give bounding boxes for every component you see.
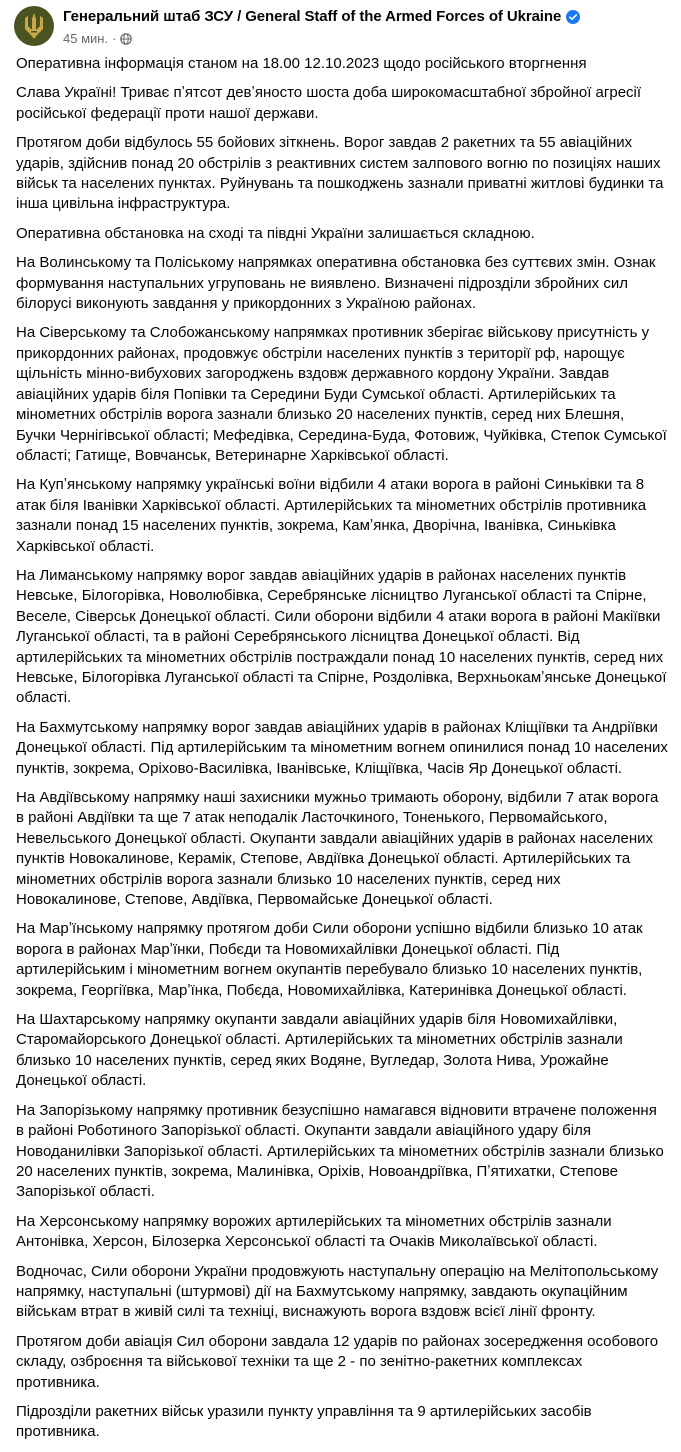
- post-paragraph: Протягом доби авіація Сил оборони завдала 12 ударів по районах зосередження особового складу, озброєння та військової техніки та ще 2 - по зенітно-ракетних комплексах противника.: [16, 1332, 659, 1391]
- meta-separator: ·: [112, 31, 117, 46]
- post-paragraph: На Марʼїнському напрямку протягом доби Сили оборони успішно відбили близько 10 атак ворога в районах Марʼїнки, Побєди та Новомихайлівки Донецької області. Під артилерійським і мінометним вогнем окупантів перебувало близько 10 населених пунктів, зокрема, Георгіївка, Марʼїнка, Побєда, Новомихайлівка, Катеринівка Донецької області.: [16, 920, 643, 999]
- post-paragraph: На Херсонському напрямку ворожих артилерійських та мінометних обстрілів зазнали Антонівка, Херсон, Білозерка Херсонської області та Очаків Миколаївської області.: [16, 1212, 612, 1251]
- post-paragraph: На Шахтарському напрямку окупанти завдали авіаційних ударів біля Новомихайлівки, Старомайорського Донецької області. Артилерійських та мінометних обстрілів зазнали близько 10 населених пунктів, серед яких Водяне, Вугледар, Золота Нива, Урожайне Донецької області.: [16, 1011, 623, 1090]
- page-avatar[interactable]: [14, 6, 54, 46]
- post-paragraph: Оперативна обстановка на сході та півдні України залишається складною.: [16, 224, 535, 242]
- post-paragraph: Підрозділи ракетних військ уразили пункту управління та 9 артилерійських засобів противника.: [16, 1402, 592, 1441]
- trident-emblem-icon: [22, 12, 46, 40]
- post-paragraph: На Запорізькому напрямку противник безуспішно намагався відновити втрачене положення в районі Роботиного Запорізької області. Окупанти завдали авіаційного удару біля Новоданилівки Запорізької області. Артилерійських та мінометних обстрілів зазнали близько 20 населених пунктів, зокрема, Малинівка, Оріхів, Новоандріївка, Пʼятихатки, Степове Запорізької області.: [16, 1101, 664, 1201]
- post-paragraph: Оперативна інформація станом на 18.00 12.10.2023 щодо російського вторгнення: [16, 55, 587, 72]
- verified-badge-icon: [566, 10, 580, 24]
- post-paragraph: На Волинському та Поліському напрямках оперативна обстановка без суттєвих змін. Ознак формування наступальних угруповань не виявлено. Визначені підрозділи збройних сил білорусі виконують завдання у прикордонних з Україною районах.: [16, 254, 656, 313]
- post-paragraph: На Сіверському та Слобожанському напрямках противник зберігає військову присутність у прикордонних районах, продовжує обстріли населених пунктів з території рф, нарощує щільність мінно-вибухових загороджень вздовж державного кордону України. Завдав авіаційних ударів біля Попівки та Середини Буди Сумської області. Артилерійських та мінометних обстрілів ворога зазнали близько 20 населених пунктів, серед них Блешня, Бучки Чернігівської області; Мефедівка, Середина-Буда, Фотовиж, Чуйківка, Степок Сумської області; Гатище, Вовчанськ, Ветеринарне Харківської області.: [16, 324, 667, 464]
- post-paragraph: На Лиманському напрямку ворог завдав авіаційних ударів в районах населених пунктів Невське, Білогорівка, Новолюбівка, Серебрянське лісництво Луганської області та Спірне, Веселе, Сіверськ Донецької області. Сили оборони відбили 4 атаки ворога в районі Макіївки Луганської області, та в районі Серебрянського лісництва Донецької області. Від артилерійських та мінометних обстрілів постраждали понад 10 населених пунктів, серед них Невське, Білогорівка Луганської області та Спірне, Роздолівка, Верхньокамʼянське Донецької області.: [16, 566, 667, 707]
- post-paragraph: На Купʼянському напрямку українські воїни відбили 4 атаки ворога в районі Синьківки та 8 атак біля Іванівки Харківської області. Артилерійських та мінометних обстрілів противника зазнали понад 15 населених пунктів, зокрема, Камʼянка, Дворічна, Іванівка, Синьківка Харківської області.: [16, 476, 647, 555]
- post-paragraph: Водночас, Сили оборони України продовжують наступальну операцію на Мелітопольському напрямку, наступальні (штурмові) дії на Бахмутському напрямку, завдають окупаційним військам втрат в живій силі та техніці, виснажують ворога вздовж всієї лінії фронту.: [16, 1262, 659, 1321]
- globe-icon[interactable]: [120, 33, 132, 45]
- post-paragraph: На Авдіївському напрямку наші захисники мужньо тримають оборону, відбили 7 атак ворога в районі Авдіївки та ще 7 атак неподалік Ласточкиного, Тоненького, Первомайського, Невельського Донецької області. Окупанти завдали авіаційних ударів в районах населених пунктів Новокалинове, Керамік, Степове, Авдіївка Донецької області. Артилерійських та мінометних обстрілів ворога зазнали близько 10 населених пунктів, серед них Новокалинове, Степове, Авдіївка, Первомайське Донецької області.: [16, 789, 659, 909]
- post-paragraph: Слава Україні! Триває пʼятсот девʼяносто шоста доба широкомасштабної збройної агресії російської федерації проти нашої держави.: [16, 84, 642, 122]
- post-header: [14, 6, 580, 48]
- post-body: [16, 54, 668, 1452]
- page-name-link[interactable]: Генеральний штаб ЗСУ / General Staff of the Armed Forces of Ukraine: [63, 8, 562, 25]
- post-paragraph: Протягом доби відбулось 55 бойових зіткнень. Ворог завдав 2 ракетних та 55 авіаційних ударів, здійснив понад 20 обстрілів з реактивних систем залпового вогню по позиціях наших військ та населених пунктах. Руйнувань та пошкоджень зазнали приватні житлові будинки та інша цивільна інфраструктура.: [16, 134, 664, 213]
- post-paragraph: На Бахмутському напрямку ворог завдав авіаційних ударів в районах Кліщіївки та Андріївки Донецької області. Під артилерійським та мінометним вогнем опинилися понад 10 населених пунктів, зокрема, Оріхово-Василівка, Іванівське, Кліщіївка, Часів Яр Донецької області.: [16, 718, 668, 777]
- post-timestamp-link[interactable]: 45 мин.: [63, 31, 109, 46]
